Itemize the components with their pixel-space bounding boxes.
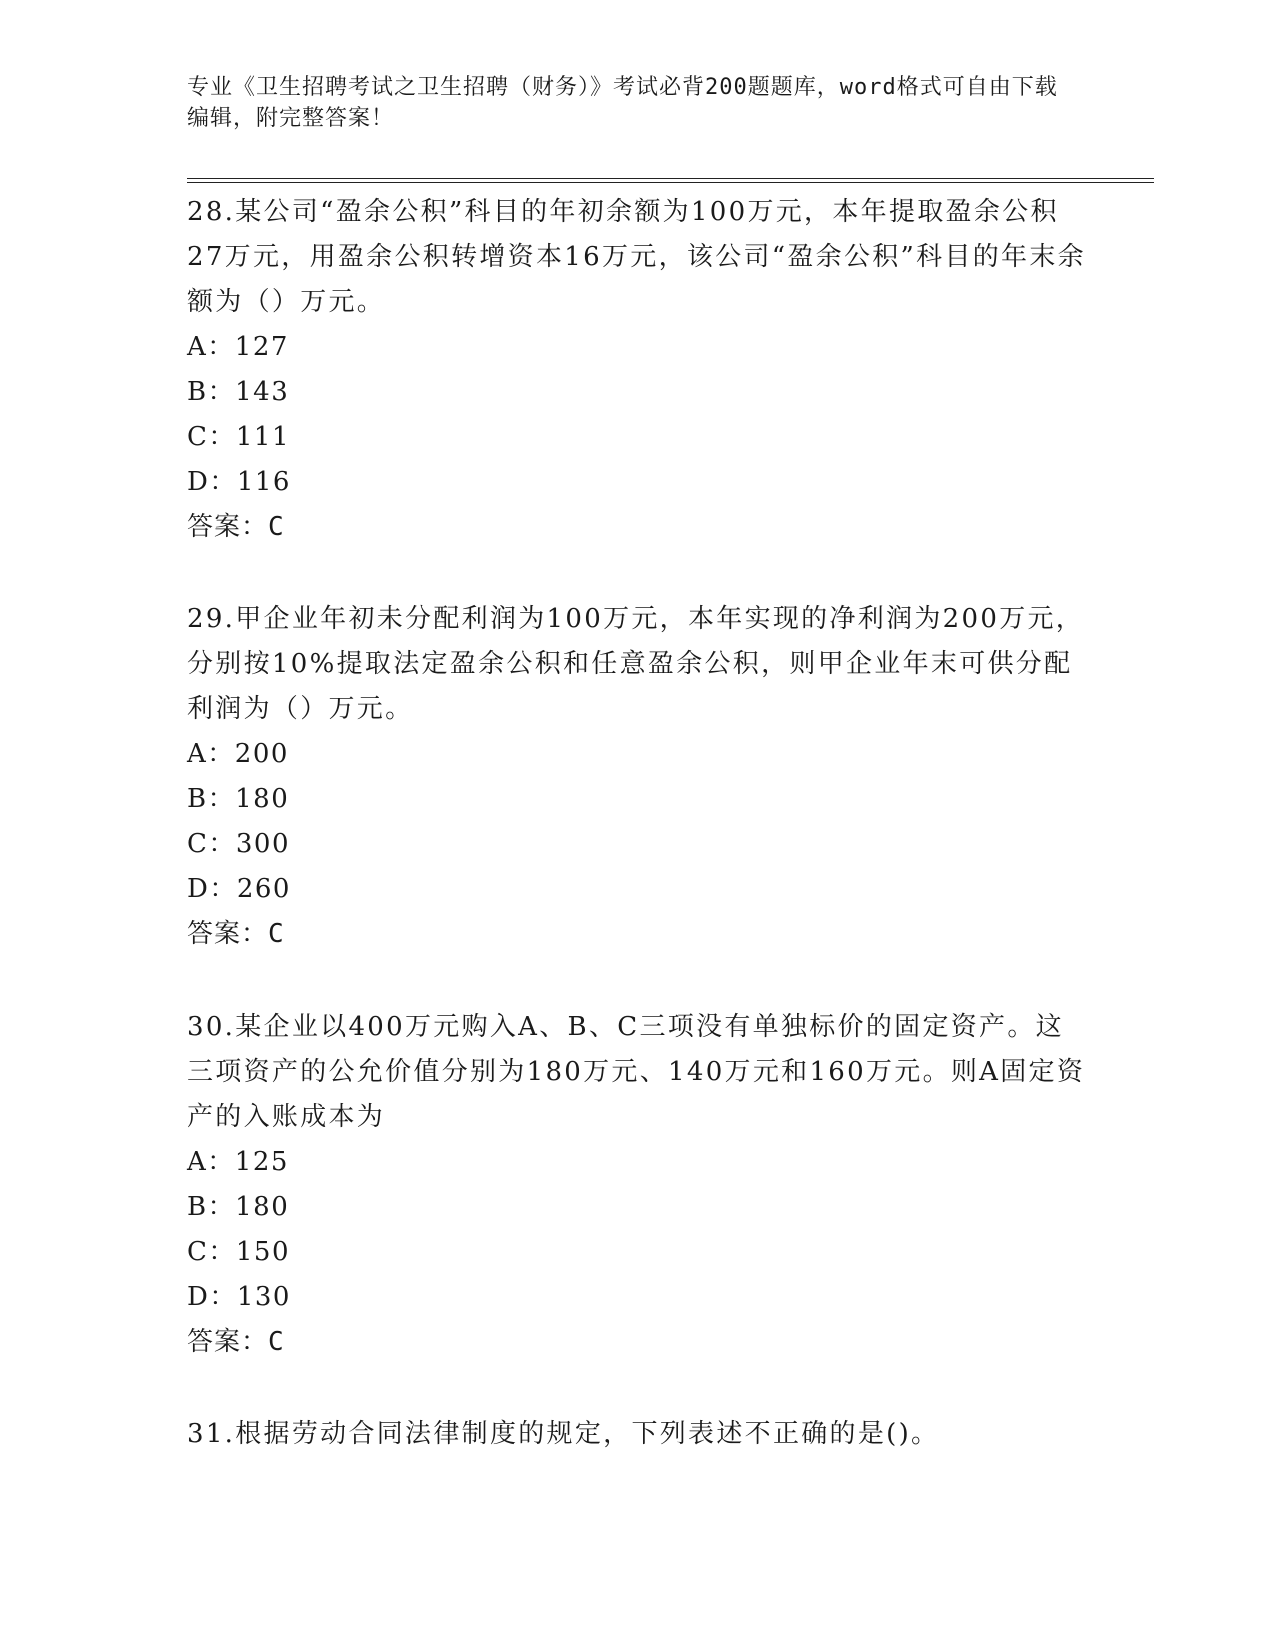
header-divider-top	[187, 178, 1154, 179]
document-header: 专业《卫生招聘考试之卫生招聘（财务）》考试必背200题题库，word格式可自由下载编辑，附完整答案！	[187, 75, 1058, 131]
option-c: C：300	[187, 829, 291, 859]
option-b: B：143	[187, 377, 290, 407]
question-31	[187, 1412, 1087, 1457]
question-stem: 30.某企业以400万元购入A、B、C三项没有单独标价的固定资产。这三项资产的公允价值分别为180万元、140万元和160万元。则A固定资产的入账成本为	[187, 1012, 1086, 1132]
question-stem: 31.根据劳动合同法律制度的规定，下列表述不正确的是()。	[187, 1419, 940, 1449]
option-c: C：150	[187, 1237, 291, 1267]
answer: 答案：C	[187, 512, 285, 542]
question-28	[187, 190, 1087, 550]
answer: 答案：C	[187, 919, 285, 949]
question-stem: 28.某公司“盈余公积”科目的年初余额为100万元，本年提取盈余公积27万元，用盈余公积转增资本16万元，该公司“盈余公积”科目的年末余额为（）万元。	[187, 197, 1086, 317]
option-b: B：180	[187, 784, 290, 814]
header-divider-bottom	[187, 182, 1154, 183]
question-30	[187, 1005, 1087, 1365]
option-d: D：260	[187, 874, 291, 904]
option-c: C：111	[187, 422, 291, 452]
question-29	[187, 597, 1087, 957]
question-stem: 29.甲企业年初未分配利润为100万元，本年实现的净利润为200万元，分别按10%提取法定盈余公积和任意盈余公积，则甲企业年末可供分配利润为（）万元。	[187, 604, 1085, 724]
option-b: B：180	[187, 1192, 290, 1222]
option-a: A：200	[187, 739, 289, 769]
option-d: D：130	[187, 1282, 291, 1312]
option-a: A：127	[187, 332, 289, 362]
answer: 答案：C	[187, 1327, 285, 1357]
option-d: D：116	[187, 467, 291, 497]
option-a: A：125	[187, 1147, 289, 1177]
